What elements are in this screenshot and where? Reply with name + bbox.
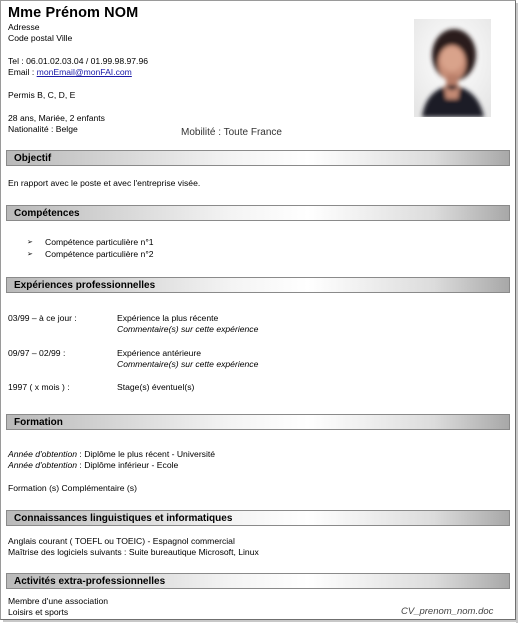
formation-diploma: : Diplôme inférieur - Ecole xyxy=(77,460,179,470)
activity-line: Loisirs et sports xyxy=(8,607,69,617)
phone: Tel : 06.01.02.03.04 / 01.99.98.97.96 xyxy=(8,56,149,66)
section-header-connaissances xyxy=(6,510,510,526)
bullet-arrow-icon: ➢ xyxy=(27,251,33,258)
section-title-objectif: Objectif xyxy=(14,153,52,164)
driving-license: Permis B, C, D, E xyxy=(8,90,76,100)
experience-date: 09/97 – 02/99 : xyxy=(8,348,66,358)
formation-diploma: : Diplôme le plus récent - Université xyxy=(77,449,216,459)
nationality: Nationalité : Belge xyxy=(8,124,78,134)
formation-year: Année d'obtention xyxy=(8,460,78,470)
experience-title: Stage(s) éventuel(s) xyxy=(117,382,195,392)
section-header-objectif xyxy=(6,150,510,166)
section-header-formation xyxy=(6,414,510,430)
profile-photo xyxy=(414,19,491,117)
languages-line: Anglais courant ( TOEFL ou TOEIC) - Espagnol commercial xyxy=(8,536,235,546)
activity-line: Membre d'une association xyxy=(8,596,109,606)
experience-title: Expérience la plus récente xyxy=(117,313,219,323)
formation-year: Année d'obtention xyxy=(8,449,78,459)
section-header-activites xyxy=(6,573,510,589)
experience-date: 03/99 – à ce jour : xyxy=(8,313,77,323)
mobility: Mobilité : Toute France xyxy=(181,127,282,138)
formation-item xyxy=(8,449,215,460)
objectif-text: En rapport avec le poste et avec l'entreprise visée. xyxy=(8,178,201,188)
software-line: Maîtrise des logiciels suivants : Suite bureautique Microsoft, Linux xyxy=(8,547,259,557)
age-family: 28 ans, Mariée, 2 enfants xyxy=(8,113,105,123)
competence-item: Compétence particulière n°2 xyxy=(45,249,154,259)
section-title-activites: Activités extra-professionnelles xyxy=(14,576,166,587)
formation-item xyxy=(8,460,178,471)
experience-comment: Commentaire(s) sur cette expérience xyxy=(117,324,259,334)
section-title-experiences: Expériences professionnelles xyxy=(14,280,156,291)
address: Adresse xyxy=(8,22,40,32)
section-header-competences xyxy=(6,205,510,221)
section-title-connaissances: Connaissances linguistiques et informatiques xyxy=(14,513,233,524)
email-label: Email : xyxy=(8,67,37,77)
document-filename: CV_prenom_nom.doc xyxy=(401,606,494,617)
competence-item: Compétence particulière n°1 xyxy=(45,237,154,247)
postal-city: Code postal Ville xyxy=(8,33,73,43)
formation-complementary: Formation (s) Complémentaire (s) xyxy=(8,483,137,493)
bullet-arrow-icon: ➢ xyxy=(27,239,33,246)
candidate-name: Mme Prénom NOM xyxy=(8,5,139,21)
email-link[interactable]: monEmail@monFAI.com xyxy=(36,67,132,77)
page-shadow-bottom xyxy=(3,620,518,622)
section-header-experiences xyxy=(6,277,510,293)
section-title-competences: Compétences xyxy=(14,208,80,219)
email-line xyxy=(8,67,132,78)
experience-title: Expérience antérieure xyxy=(117,348,202,358)
experience-date: 1997 ( x mois ) : xyxy=(8,382,70,392)
experience-comment: Commentaire(s) sur cette expérience xyxy=(117,359,259,369)
section-title-formation: Formation xyxy=(14,417,63,428)
